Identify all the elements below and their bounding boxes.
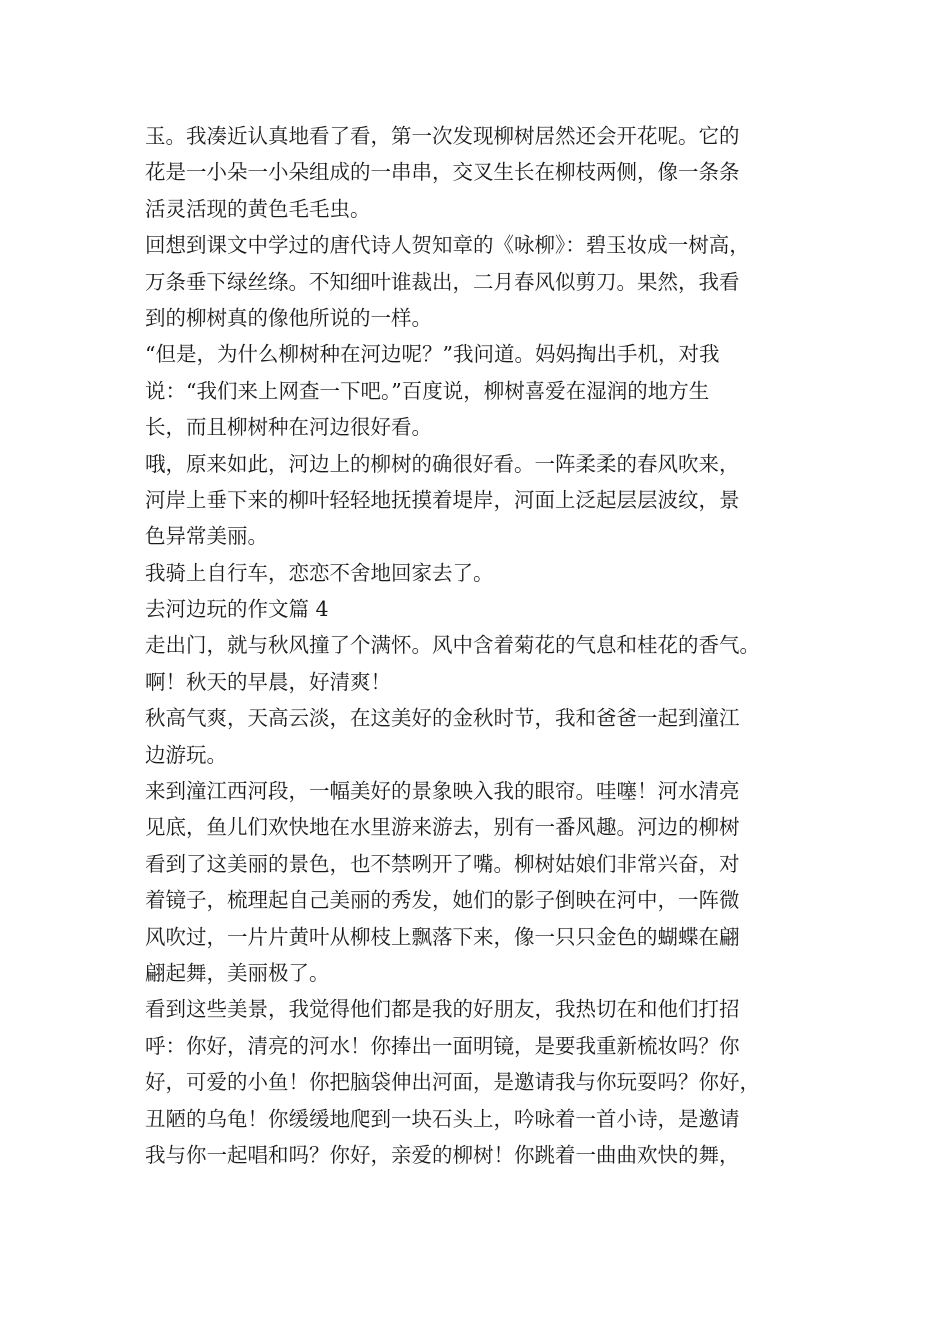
text-line: 风吹过，一片片黄叶从柳枝上飘落下来，像一只只金色的蝴蝶在翩 [145,924,740,949]
text-line: 走出门，就与秋风撞了个满怀。风中含着菊花的气息和桂花的香气。 [145,633,760,658]
text-line: 好，可爱的小鱼！你把脑袋伸出河面，是邀请我与你玩耍吗？你好， [145,1070,760,1095]
text-line: 看到了这美丽的景色，也不禁咧开了嘴。柳树姑娘们非常兴奋，对 [145,851,740,876]
text-line: 着镜子，梳理起自己美丽的秀发，她们的影子倒映在河中，一阵微 [145,888,740,913]
text-line: 秋高气爽，天高云淡，在这美好的金秋时节，我和爸爸一起到潼江 [145,706,740,731]
text-line: 翩起舞，美丽极了。 [145,960,330,985]
text-line: 呼：你好，清亮的河水！你捧出一面明镜，是要我重新梳妆吗？你 [145,1033,740,1058]
text-line: 到的柳树真的像他所说的一样。 [145,305,432,330]
text-line: 色异常美丽。 [145,524,268,549]
text-line: 河岸上垂下来的柳叶轻轻地抚摸着堤岸，河面上泛起层层波纹，景 [145,487,740,512]
text-line: 我与你一起唱和吗？你好，亲爱的柳树！你跳着一曲曲欢快的舞， [145,1142,740,1167]
text-line: 玉。我凑近认真地看了看，第一次发现柳树居然还会开花呢。它的 [145,124,740,148]
text-line: 哦，原来如此，河边上的柳树的确很好看。一阵柔柔的春风吹来， [145,451,740,476]
text-line: 来到潼江西河段，一幅美好的景象映入我的眼帘。哇噻！河水清亮 [145,779,740,804]
text-line: 丑陋的乌龟！你缓缓地爬到一块石头上，吟咏着一首小诗，是邀请 [145,1106,740,1131]
text-line: 活灵活现的黄色毛毛虫。 [145,196,371,221]
text-line: 见底，鱼儿们欢快地在水里游来游去，别有一番风趣。河边的柳树 [145,815,740,840]
text-line: 花是一小朵一小朵组成的一串串，交叉生长在柳枝两侧，像一条条 [145,160,740,185]
essay-text [145,118,825,1173]
text-line: 回想到课文中学过的唐代诗人贺知章的《咏柳》：碧玉妆成一树高， [145,233,750,258]
text-line: 啊！秋天的早晨，好清爽！ [145,669,391,694]
text-line: 说：“我们来上网查一下吧。”百度说，柳树喜爱在湿润的地方生 [145,378,710,403]
text-line: 长，而且柳树种在河边很好看。 [145,415,432,440]
text-line: “但是，为什么柳树种在河边呢？”我问道。妈妈掏出手机，对我 [145,342,720,367]
text-line: 看到这些美景，我觉得他们都是我的好朋友，我热切在和他们打招 [145,997,740,1022]
text-line: 边游玩。 [145,742,227,767]
text-line: 万条垂下绿丝绦。不知细叶谁裁出，二月春风似剪刀。果然，我看 [145,269,740,294]
text-line: 我骑上自行车，恋恋不舍地回家去了。 [145,560,494,585]
section-heading: 去河边玩的作文篇 4 [145,597,329,622]
